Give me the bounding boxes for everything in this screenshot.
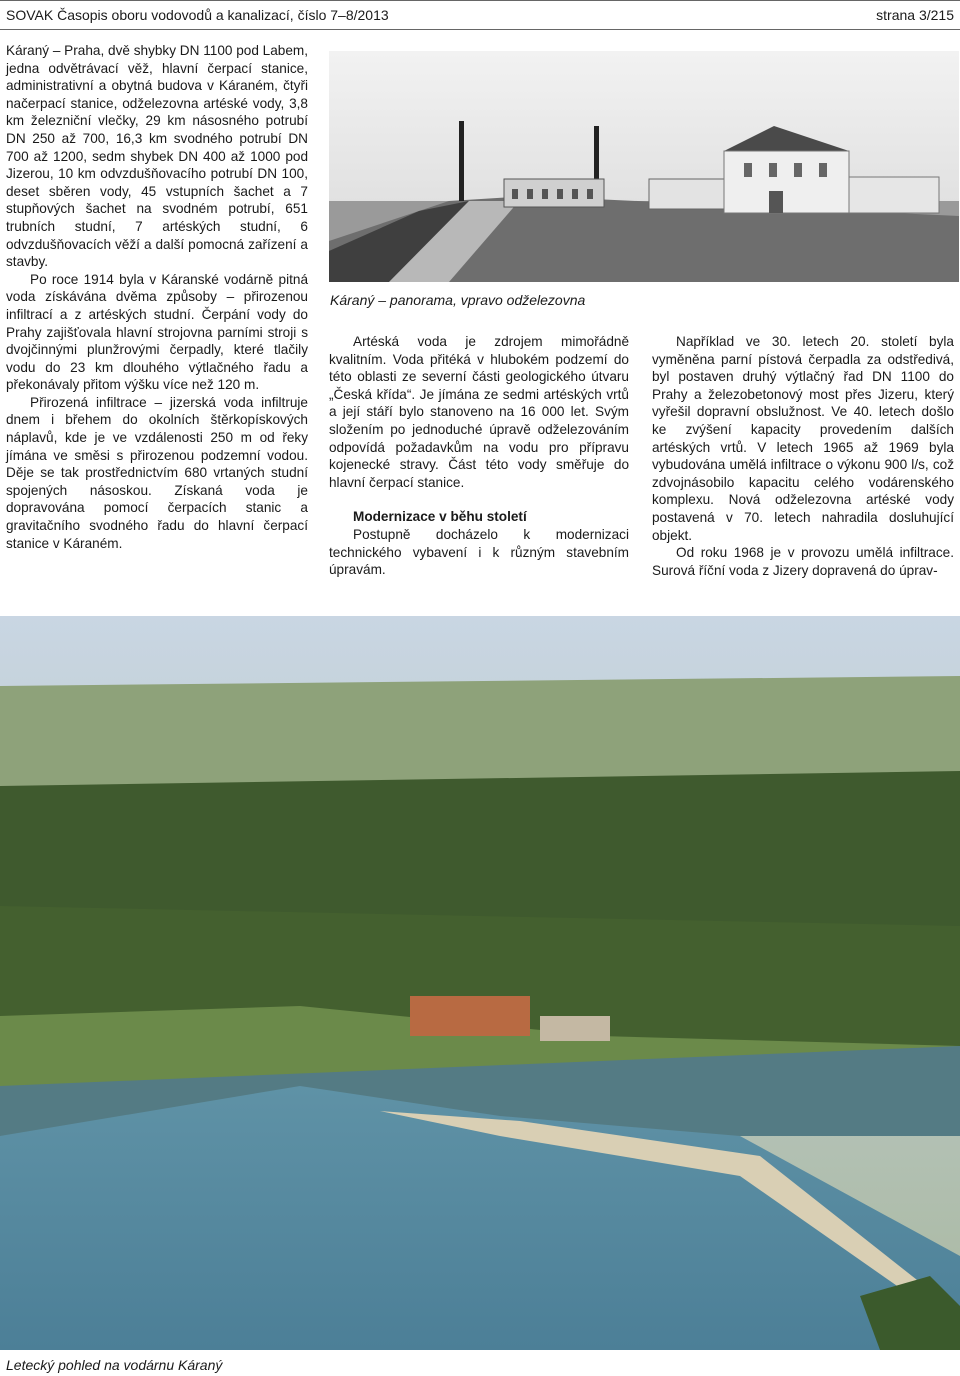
paragraph: Po roce 1914 byla v Káranské vodárně pitná voda získávána dvěma způsoby – přirozenou infiltrací a z artéských studní. Čerpání vody do Prahy zajišťovala hlavní strojovna parními stroji s dvojčinnými plunžrovými čerpadly, které tlačily vodu do 23 km dlouhého výtlačného řadu a překonávaly přitom výšku více než 120 m.: [6, 271, 308, 393]
panorama-caption: Káraný – panorama, vpravo odželezovna: [330, 292, 586, 308]
paragraph: Artéská voda je zdrojem mimořádně kvalitním. Voda přitéká v hlubokém podzemí do této oblasti ze severní části geologického útvaru „Česká křída“. Je jímána ze sedmi artéských vrtů a její stáří bylo stanoveno na 16 000 let. Svým složením po jednoduché úpravě odželezováním odpovídá požadavkům na vodu pro přípravu kojenecké stravy. Část této vody směřuje do hlavní čerpací stanice.: [329, 334, 629, 490]
aerial-illustration: [0, 616, 960, 1350]
paragraph: Například ve 30. letech 20. století byla vyměněna parní pístová čerpadla za odstředivá, byl postaven druhý výtlačný řad DN 1100 do Prahy a železobetonový most přes Jizeru, který vyřešil dopravní obslužnost. Ve 40. letech došlo ke zvýšení kapacity provedením dalších artéských vrtů. V letech 1965 až 1969 byla vybudována umělá infiltrace o výkonu 900 l/s, což zdvojnásobilo kapacitu celého vodárenského komplexu. Nová odželezovna artéské vody postavená v 70. letech nahradila dosluhující objekt.: [652, 334, 954, 543]
text-column-2: [329, 333, 629, 579]
paragraph: Káraný – Praha, dvě shybky DN 1100 pod Labem, jedna odvětrávací věž, hlavní čerpací stanice, administrativní a obytná budova v Káraném, čtyři načerpací stanice, odželezovna artéské vody, 3,8 km železniční vlečky, 29 km násosného potrubí DN 250 až 700, 16,3 km svodného potrubí DN 700 až 1200, sedm shybek DN 400 až 1000 pod Jizerou, 10 km odvzdušňovacího potrubí DN 100, deset sběren vody, 45 vstupních šachet a 7 stupňových šachet na svodném potrubí, 651 trubních studní, 7 artéských studní, 6 odvzdušňovacích věží a další pomocná zařízení a stavby.: [6, 43, 309, 270]
page-number: strana 3/215: [876, 7, 954, 23]
text-column-3: [652, 333, 954, 579]
panorama-illustration: [329, 51, 959, 282]
aerial-caption: Letecký pohled na vodárnu Káraný: [6, 1357, 223, 1373]
paragraph: Postupně docházelo k modernizaci technického vybavení i k různým stavebním úpravám.: [329, 526, 629, 578]
paragraph: Od roku 1968 je v provozu umělá infiltrace. Surová říční voda z Jizery dopravená do úprav-: [652, 545, 954, 578]
page-header: [0, 0, 960, 30]
panorama-photo: [329, 51, 959, 282]
aerial-photo: [0, 616, 960, 1350]
journal-title: SOVAK Časopis oboru vodovodů a kanalizací, číslo 7–8/2013: [6, 7, 389, 23]
section-heading: Modernizace v běhu století: [353, 509, 527, 525]
paragraph: Přirozená infiltrace – jizerská voda infiltruje dnem i břehem do okolních štěrkopískových náplavů, kde je ve vzdálenosti 250 m od řeky jímána ve směsi s přirozenou podzemní vodou. Děje se tak prostřednictvím 680 vrtaných studní spojených násoskou. Získaná voda je dopravována pomocí čerpacích stanic a gravitačního svodného řadu do hlavní čerpací stanice v Káraném.: [6, 394, 308, 551]
text-column-1: [6, 42, 308, 552]
